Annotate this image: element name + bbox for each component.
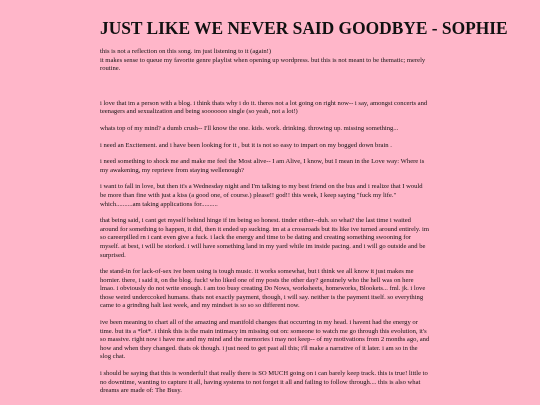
paragraph-line: came to a grinding halt last week, and my mindset is so so so different now. (100, 302, 300, 310)
paragraph-spacer (100, 150, 445, 158)
paragraph-spacer (100, 260, 445, 268)
paragraph-line: i love that im a person with a blog. i think thats why i do it. theres not a lot going on right now-- i say, amongst concerts and (100, 99, 428, 107)
paragraph-line: i need something to shock me and make me feel the Most alive-- I am Alive, I know, but I mean in the Love way: Where is (100, 158, 425, 166)
paragraph-line: hornier. there, i said it, on the blog. fuck! who liked one of my posts the other day? genuinely who the hell was on here (100, 276, 414, 284)
paragraph-line: whats top of my mind? a dumb crush-- I'll know the one. kids. work. drinking. throwing up. missing something... (100, 124, 399, 132)
post-paragraph (100, 142, 445, 151)
post-paragraph (100, 268, 445, 311)
paragraph-line: routine. (100, 65, 121, 73)
paragraph-line: myself. at best, i will be storked. i will have something land in my yard while im inside pacing. and i will go outside and be (100, 242, 426, 250)
paragraph-line: my awakening, my reprieve from staying wellenough? (100, 166, 245, 174)
post-paragraph (100, 48, 445, 74)
paragraph-line: ive been meaning to chart all of the amazing and manifold changes that occurring in my head. i havent had the energy or (100, 319, 418, 327)
paragraph-line: around for something to happen, it did, then it ended up sucking. im at a crossroads but its like ive turned around entirely. im (100, 225, 430, 233)
paragraph-line: i need an Excitement. and i have been looking for it , but it is not so easy to impart on my bogged down brain . (100, 141, 392, 149)
paragraph-spacer (100, 74, 445, 100)
paragraph-spacer (100, 311, 445, 319)
post-paragraph (100, 370, 445, 396)
paragraph-line: this is not a reflection on this song. im just listening to it (again!) (100, 48, 272, 55)
paragraph-spacer (100, 209, 445, 217)
post-title: JUST LIKE WE NEVER SAID GOODBYE - SOPHIE (100, 18, 508, 38)
paragraph-line: i want to fall in love, but then it's a Wednesday night and I'm talking to my best friend on the bus and i realize that I would (100, 183, 423, 191)
post-paragraph (100, 125, 445, 134)
blog-post (100, 18, 508, 396)
paragraph-line: i should be saying that this is wonderful! that really there is SO MUCH going on i can barely keep track. this is true! little to (100, 370, 428, 378)
paragraph-line: teenagers and sexualization and being sooooooo single (so yeah, not a lot!) (100, 108, 298, 116)
paragraph-line: it makes sense to queue my favorite genre playlist when opening up wordpress. but this is not meant to be thematic; merely (100, 56, 426, 64)
paragraph-line: no downtime, wanting to capture it all, having systems to not forget it all and failing to follow through.... this is also what (100, 378, 421, 386)
paragraph-spacer (100, 117, 445, 125)
paragraph-line: dreams are made of: The Busy. (100, 387, 182, 395)
post-paragraph (100, 100, 445, 117)
paragraph-spacer (100, 175, 445, 183)
paragraph-spacer (100, 362, 445, 370)
paragraph-line: be more than fine with just a kiss (a good one, of course.) please!! god!! this week, I keep saying "fuck my life." (100, 191, 397, 199)
paragraph-line: time. but its a *lot*. i think this is the main intimacy im missing out on: someone to watch me go through this evolution, it's (100, 327, 427, 335)
paragraph-line: lmao. i obviously do not write enough. i am too busy creating Do Nows, worksheets, homeworks, Blookets... fml. jk. i love (100, 285, 426, 293)
post-paragraph (100, 217, 445, 260)
post-paragraph (100, 319, 445, 362)
paragraph-line: those weird underccoked humans. thats not exactly payment, though, i will say. neither is the payment itself. so everything (100, 293, 424, 301)
paragraph-line: the stand-in for lack-of-sex ive been using is tough music. it works somewhat, but i think we all know it just makes me (100, 268, 414, 276)
post-paragraph (100, 158, 445, 175)
paragraph-line: which..........am taking applications for.......... (100, 200, 218, 208)
paragraph-line: so massive. right now i have me and my mind and the memories i may not keep-- of my motivations from 2 months ago, and (100, 336, 430, 344)
paragraph-line: slog chat. (100, 353, 126, 361)
paragraph-line: so careerpilled rn i cant even give a fuck. i lack the energy and time to be dating and creating something swooning for (100, 234, 411, 242)
paragraph-line: how and when they changed. thats ok though. i just need to get past all this; i'll make a narrative of it later. i am so in the (100, 344, 418, 352)
post-body (100, 48, 445, 396)
paragraph-line: that being said, i cant get myself behind hinge if im being so honest. tinder either--duh. so what? the last time i waited (100, 217, 411, 225)
paragraph-spacer (100, 134, 445, 142)
post-paragraph (100, 183, 445, 209)
paragraph-line: surprised. (100, 251, 126, 259)
